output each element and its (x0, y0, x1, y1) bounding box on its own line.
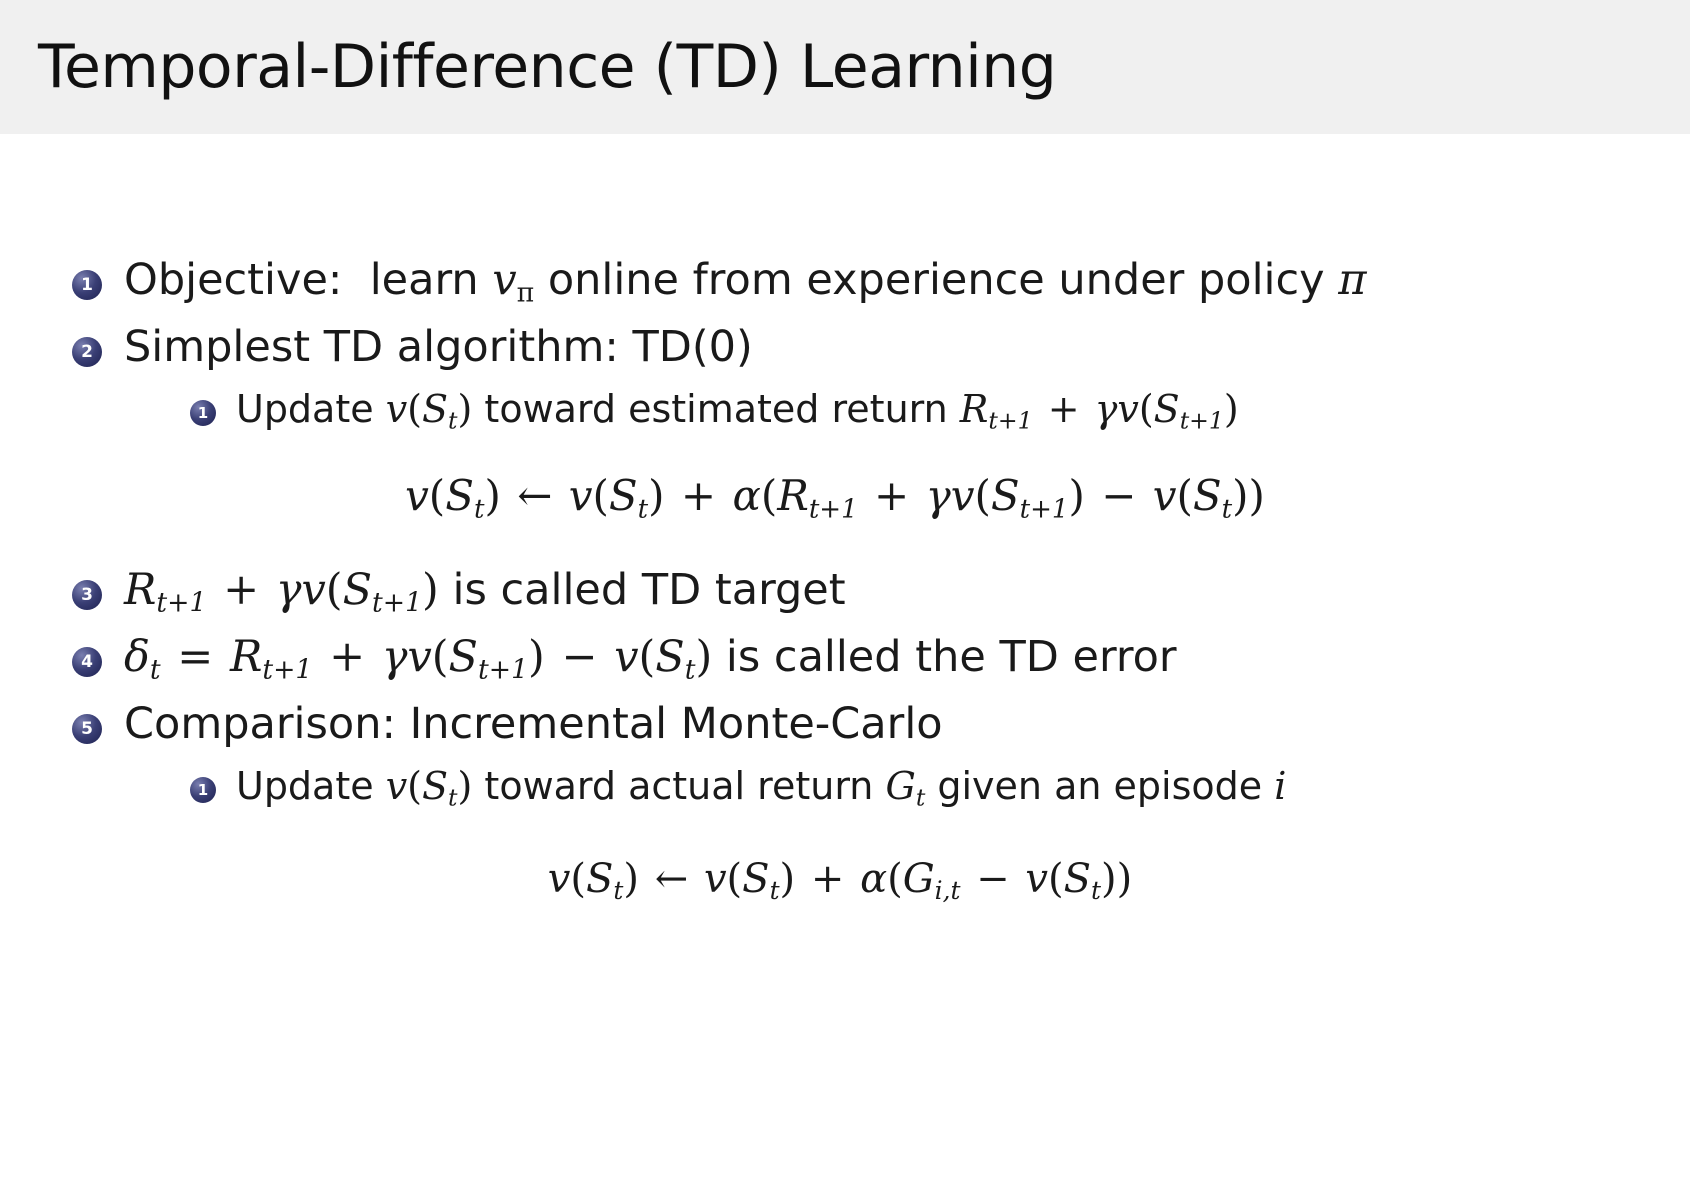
list-item-text: $R_{t+1} + \gamma v(S_{t+1})$ is called TD target (124, 565, 846, 619)
td-target-label: is called TD target (452, 565, 846, 616)
bullet-number-icon: 4 (72, 647, 102, 677)
slide-body (0, 134, 1690, 905)
list-item (0, 696, 1690, 753)
bullet-number-icon: 1 (190, 777, 216, 803)
page-title: Temporal-Difference (TD) Learning (38, 32, 1057, 102)
list-item-text: Update $v(S_t)$ toward actual return $G_t$ given an episode i (236, 764, 1287, 812)
bullet-number-icon: 1 (190, 400, 216, 426)
equation-td-update: $v(S_t)$ ← $v(S_t) + \alpha(R_{t+1} + \gamma v(S_{t+1}) - v(S_t))$ (405, 471, 1265, 525)
list-item (0, 252, 1690, 311)
equation-mc-update: $v(S_t)$ ← $v(S_t) + \alpha(G_{i,t} - v(S_t))$ (547, 856, 1133, 906)
list-item-text: Update $v(S_t)$ toward estimated return $R_{t+1} + \gamma v(S_{t+1})$ (236, 387, 1239, 435)
list-item (0, 761, 1690, 814)
list-item-text: $\delta_t = R_{t+1} + \gamma v(S_{t+1}) - v(S_t)$ is called the TD error (124, 632, 1177, 686)
bullet-number-icon: 5 (72, 714, 102, 744)
list-item-text: Comparison: Incremental Monte-Carlo (124, 699, 943, 750)
slide-title-bar (0, 0, 1690, 134)
bullet-number-icon: 1 (72, 270, 102, 300)
bullet-number-icon: 3 (72, 580, 102, 610)
list-item-text: Simplest TD algorithm: TD(0) (124, 321, 753, 372)
td-error-label: is called the TD error (725, 632, 1177, 683)
bullet-number-icon: 2 (72, 337, 102, 367)
list-item (0, 319, 1690, 376)
list-item (0, 384, 1690, 437)
list-item (0, 562, 1690, 621)
list-item (0, 629, 1690, 688)
list-item-text: Objective: learn $v_\pi$ online from experience under policy π (124, 255, 1367, 309)
